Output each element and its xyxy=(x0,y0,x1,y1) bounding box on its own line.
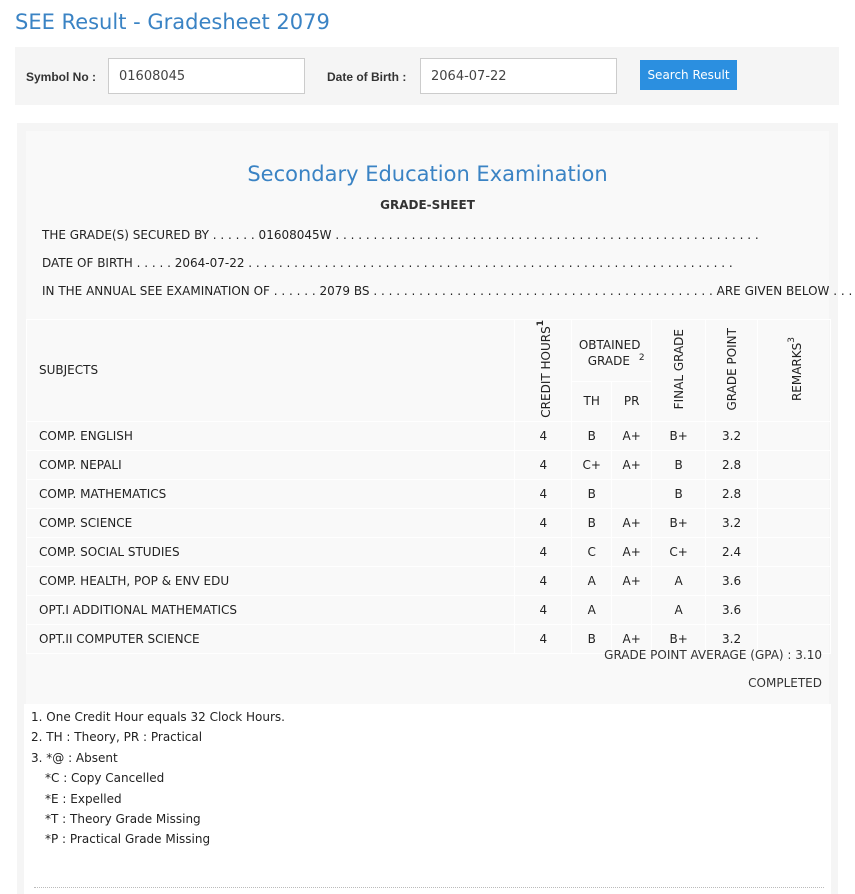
remarks-cell xyxy=(758,421,831,450)
grade-point-header: GRADE POINT xyxy=(706,320,758,422)
subjects-header: SUBJECTS xyxy=(27,320,515,422)
grade-point-cell: 3.6 xyxy=(706,566,758,595)
subject-cell: COMP. SCIENCE xyxy=(27,508,515,537)
symbol-input[interactable] xyxy=(108,58,305,94)
grade-point-cell: 2.8 xyxy=(706,479,758,508)
pr-header: PR xyxy=(612,381,652,421)
note-item: 1. One Credit Hour equals 32 Clock Hours. xyxy=(31,710,285,724)
note-item: *T : Theory Grade Missing xyxy=(45,812,201,826)
grade-point-cell: 3.6 xyxy=(706,595,758,624)
remarks-cell xyxy=(758,566,831,595)
date-of-birth-line: DATE OF BIRTH . . . . . 2064-07-22 . . . . . . . . . . . . . . . . . . . . . . . . . . . . . . . . . . . . . . . . . . . . . . . . . . . . . . . . . . . . . . . . xyxy=(42,256,733,270)
divider xyxy=(34,887,824,888)
grades-secured-line: THE GRADE(S) SECURED BY . . . . . . 01608045W . . . . . . . . . . . . . . . . . . . . . . . . . . . . . . . . . . . . . . . . . . . . . . . . . . . . . . . . xyxy=(42,228,759,242)
note-item: 2. TH : Theory, PR : Practical xyxy=(31,730,203,744)
final-grade-cell: B xyxy=(652,450,706,479)
pr-cell: A+ xyxy=(612,566,652,595)
final-grade-cell: C+ xyxy=(652,537,706,566)
remarks-cell xyxy=(758,595,831,624)
table-row xyxy=(27,537,831,566)
note-item: *C : Copy Cancelled xyxy=(45,771,165,785)
pr-cell: A+ xyxy=(612,421,652,450)
remarks-cell xyxy=(758,537,831,566)
credit-cell: 4 xyxy=(515,450,572,479)
final-grade-cell: B+ xyxy=(652,508,706,537)
table-row xyxy=(27,595,831,624)
note-item: *P : Practical Grade Missing xyxy=(45,832,211,846)
credit-cell: 4 xyxy=(515,421,572,450)
th-cell: C xyxy=(572,537,612,566)
grades-table xyxy=(26,319,831,654)
credit-cell: 4 xyxy=(515,537,572,566)
th-cell: B xyxy=(572,479,612,508)
table-row xyxy=(27,566,831,595)
symbol-label: Symbol No : xyxy=(26,70,97,84)
final-grade-cell: A xyxy=(652,566,706,595)
final-grade-header: FINAL GRADE xyxy=(652,320,706,422)
pr-cell: A+ xyxy=(612,508,652,537)
credit-hours-header: CREDIT HOURS$^1$ xyxy=(515,320,572,422)
remarks-cell xyxy=(758,450,831,479)
table-row xyxy=(27,421,831,450)
status-text: COMPLETED xyxy=(748,676,822,690)
remarks-cell xyxy=(758,508,831,537)
subject-cell: OPT.II COMPUTER SCIENCE xyxy=(27,624,515,653)
grade-point-cell: 2.8 xyxy=(706,450,758,479)
note-item: 3. *@ : Absent xyxy=(31,751,118,765)
remarks-header: REMARKS$^3$ xyxy=(758,320,831,422)
gradesheet-container xyxy=(17,123,853,894)
subject-cell: COMP. ENGLISH xyxy=(27,421,515,450)
grade-point-cell: 3.2 xyxy=(706,624,758,653)
exam-title: Secondary Education Examination xyxy=(247,162,608,186)
exam-line: IN THE ANNUAL SEE EXAMINATION OF . . . . . . 2079 BS . . . . . . . . . . . . . . . . . . . . . . . . . . . . . . . . . . . . . . . . . . . . . ARE GIVEN BELOW . . . xyxy=(42,284,853,298)
grade-point-cell: 3.2 xyxy=(706,421,758,450)
subject-cell: COMP. SOCIAL STUDIES xyxy=(27,537,515,566)
notes-section xyxy=(24,704,831,894)
th-header: TH xyxy=(572,381,612,421)
th-cell: B xyxy=(572,624,612,653)
final-grade-cell: B xyxy=(652,479,706,508)
table-row xyxy=(27,508,831,537)
subject-cell: COMP. NEPALI xyxy=(27,450,515,479)
credit-cell: 4 xyxy=(515,508,572,537)
gradesheet-title: GRADE-SHEET xyxy=(380,198,475,212)
pr-cell xyxy=(612,595,652,624)
grade-point-cell: 3.2 xyxy=(706,508,758,537)
final-grade-cell: A xyxy=(652,595,706,624)
dob-label: Date of Birth : xyxy=(327,70,407,84)
table-row xyxy=(27,479,831,508)
gpa-text: GRADE POINT AVERAGE (GPA) : 3.10 xyxy=(604,648,822,662)
th-cell: B xyxy=(572,421,612,450)
credit-cell: 4 xyxy=(515,479,572,508)
subject-cell: COMP. HEALTH, POP & ENV EDU xyxy=(27,566,515,595)
search-bar xyxy=(15,47,839,105)
credit-cell: 4 xyxy=(515,624,572,653)
page-title: SEE Result - Gradesheet 2079 xyxy=(15,10,330,34)
obtained-grade-header: OBTAINED GRADE $^2$ xyxy=(572,320,652,382)
credit-cell: 4 xyxy=(515,595,572,624)
gradesheet xyxy=(26,131,853,894)
pr-cell: A+ xyxy=(612,624,652,653)
final-grade-cell: B+ xyxy=(652,624,706,653)
note-item: *E : Expelled xyxy=(45,792,122,806)
subject-cell: OPT.I ADDITIONAL MATHEMATICS xyxy=(27,595,515,624)
table-row xyxy=(27,450,831,479)
pr-cell: A+ xyxy=(612,537,652,566)
grade-point-cell: 2.4 xyxy=(706,537,758,566)
pr-cell: A+ xyxy=(612,450,652,479)
credit-cell: 4 xyxy=(515,566,572,595)
search-result-button[interactable]: Search Result xyxy=(640,60,737,90)
pr-cell xyxy=(612,479,652,508)
remarks-cell xyxy=(758,479,831,508)
th-cell: C+ xyxy=(572,450,612,479)
th-cell: A xyxy=(572,566,612,595)
th-cell: A xyxy=(572,595,612,624)
final-grade-cell: B+ xyxy=(652,421,706,450)
subject-cell: COMP. MATHEMATICS xyxy=(27,479,515,508)
dob-input[interactable] xyxy=(420,58,617,94)
th-cell: B xyxy=(572,508,612,537)
